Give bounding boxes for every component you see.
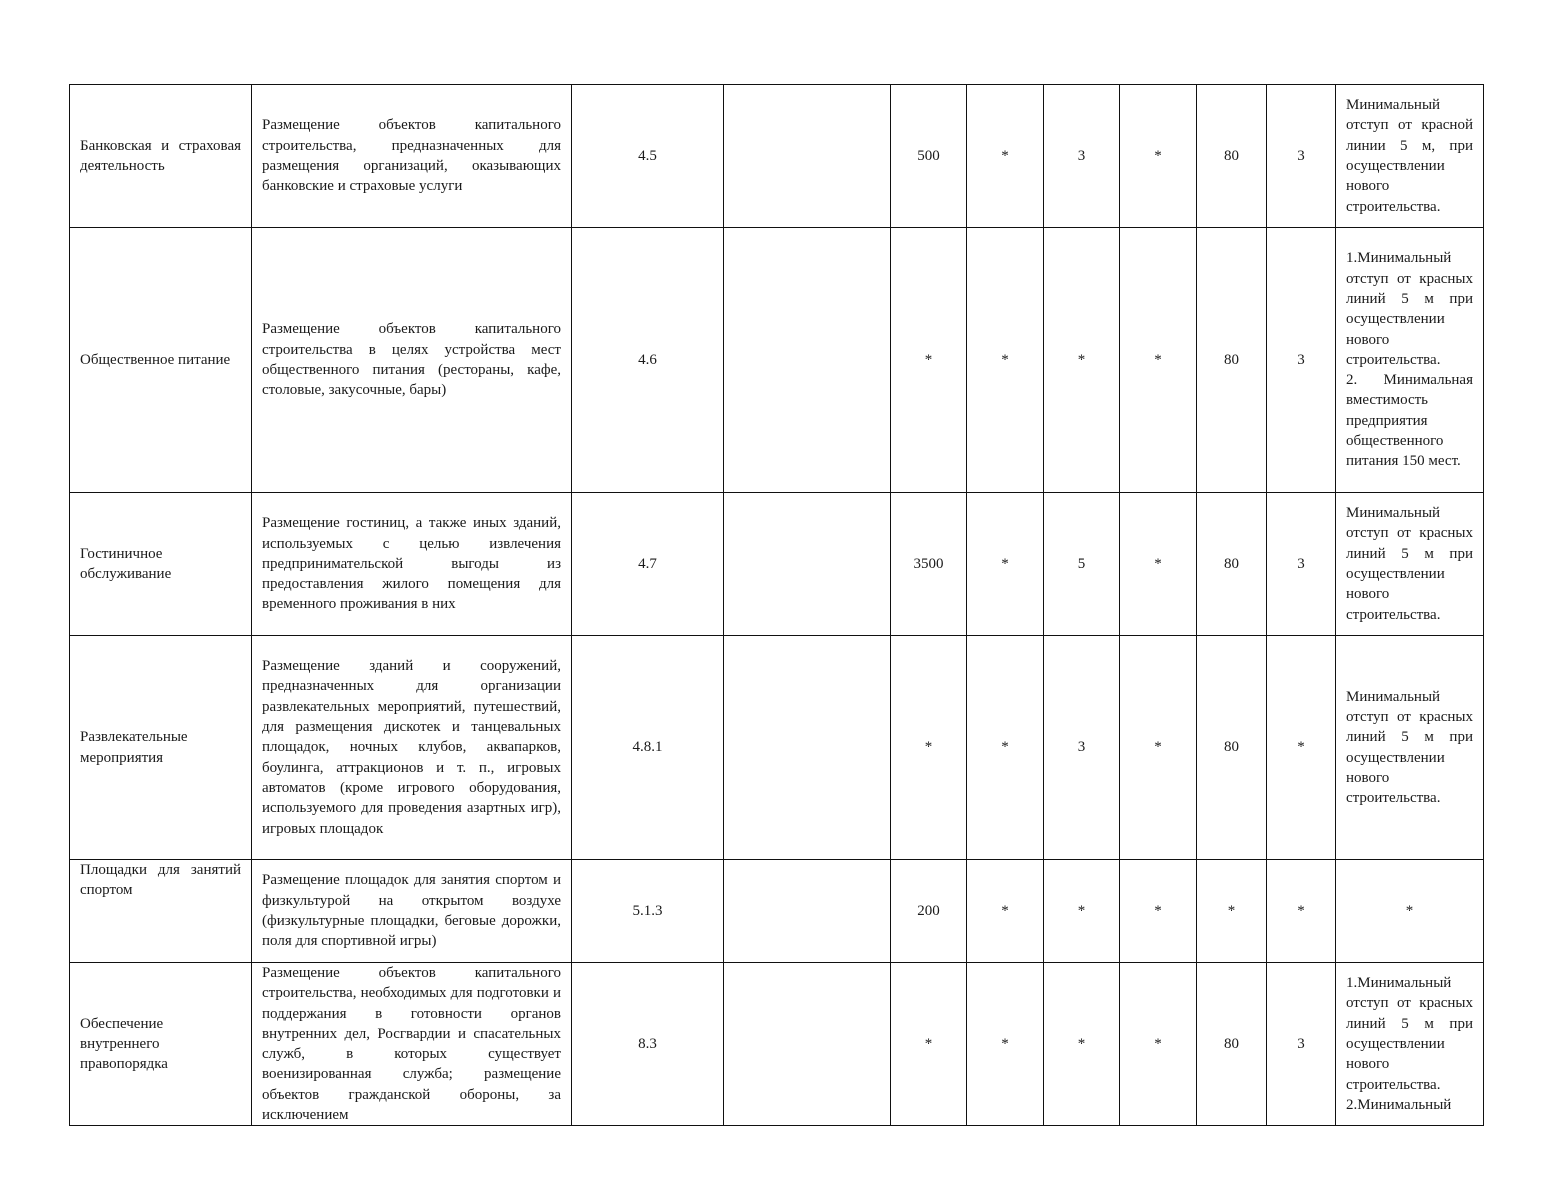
param-cell-8: * xyxy=(1120,493,1197,636)
param-cell-9: 80 xyxy=(1197,636,1267,860)
param-cell-5: * xyxy=(891,963,967,1126)
param-cell-7: 3 xyxy=(1044,636,1120,860)
empty-cell xyxy=(724,493,891,636)
param-cell-6: * xyxy=(967,85,1044,228)
use-type-code: 4.8.1 xyxy=(572,636,724,860)
table-row xyxy=(70,860,1484,963)
param-cell-10: * xyxy=(1267,636,1336,860)
param-cell-10: 3 xyxy=(1267,963,1336,1126)
use-type-description: Размещение зданий и сооружений, предназначенных для организации развлекательных мероприятий, путешествий, для размещения дискотек и танцевальных площадок, ночных клубов, аквапарков, боулинга, аттракционов и т. п., игровых автоматов (кроме игрового оборудования, используемого для проведения азартных игр), игровых площадок xyxy=(252,636,572,860)
param-cell-8: * xyxy=(1120,85,1197,228)
use-type-name: Банковская и страховая деятельность xyxy=(70,85,252,228)
empty-cell xyxy=(724,85,891,228)
empty-cell xyxy=(724,636,891,860)
use-type-name: Обеспечение внутреннего правопорядка xyxy=(70,963,252,1126)
note-cell: 1.Минимальный отступ от красных линий 5 м при осуществлении нового строительства. 2.Минимальный xyxy=(1336,963,1484,1126)
land-use-regulations-table xyxy=(69,84,1484,1126)
param-cell-10: 3 xyxy=(1267,85,1336,228)
use-type-name: Гостиничное обслуживание xyxy=(70,493,252,636)
empty-cell xyxy=(724,860,891,963)
note-cell: Минимальный отступ от красных линий 5 м при осуществлении нового строительства. xyxy=(1336,493,1484,636)
param-cell-8: * xyxy=(1120,963,1197,1126)
use-type-description: Размещение гостиниц, а также иных зданий, используемых с целью извлечения предпринимательской выгоды из предоставления жилого помещения для временного проживания в них xyxy=(252,493,572,636)
param-cell-7: * xyxy=(1044,228,1120,493)
param-cell-9: 80 xyxy=(1197,493,1267,636)
param-cell-5: 3500 xyxy=(891,493,967,636)
param-cell-9: 80 xyxy=(1197,963,1267,1126)
note-cell: Минимальный отступ от красных линий 5 м при осуществлении нового строительства. xyxy=(1336,636,1484,860)
param-cell-10: 3 xyxy=(1267,493,1336,636)
empty-cell xyxy=(724,963,891,1126)
empty-cell xyxy=(724,228,891,493)
param-cell-9: 80 xyxy=(1197,85,1267,228)
use-type-name: Общественное питание xyxy=(70,228,252,493)
param-cell-5: 500 xyxy=(891,85,967,228)
note-cell: * xyxy=(1336,860,1484,963)
use-type-code: 5.1.3 xyxy=(572,860,724,963)
param-cell-9: 80 xyxy=(1197,228,1267,493)
param-cell-6: * xyxy=(967,493,1044,636)
table-row xyxy=(70,85,1484,228)
param-cell-7: * xyxy=(1044,963,1120,1126)
table-row xyxy=(70,228,1484,493)
param-cell-6: * xyxy=(967,228,1044,493)
use-type-code: 4.6 xyxy=(572,228,724,493)
param-cell-8: * xyxy=(1120,228,1197,493)
use-type-description: Размещение объектов капитального строительства, предназначенных для размещения организаций, оказывающих банковские и страховые услуги xyxy=(252,85,572,228)
param-cell-9: * xyxy=(1197,860,1267,963)
use-type-code: 4.5 xyxy=(572,85,724,228)
table-row xyxy=(70,963,1484,1126)
use-type-description: Размещение площадок для занятия спортом и физкультурой на открытом воздухе (физкультурные площадки, беговые дорожки, поля для спортивной игры) xyxy=(252,860,572,963)
use-type-code: 4.7 xyxy=(572,493,724,636)
param-cell-7: 5 xyxy=(1044,493,1120,636)
use-type-code: 8.3 xyxy=(572,963,724,1126)
use-type-description: Размещение объектов капитального строительства, необходимых для подготовки и поддержания в готовности органов внутренних дел, Росгвардии и спасательных служб, в которых существует военизированная служба; размещение объектов гражданской обороны, за исключением xyxy=(252,963,572,1126)
use-type-name: Площадки для занятий спортом xyxy=(70,860,252,963)
param-cell-8: * xyxy=(1120,860,1197,963)
param-cell-5: * xyxy=(891,228,967,493)
param-cell-6: * xyxy=(967,860,1044,963)
param-cell-7: 3 xyxy=(1044,85,1120,228)
note-cell: 1.Минимальный отступ от красных линий 5 м при осуществлении нового строительства. 2. Минимальная вместимость предприятия общественного питания 150 мест. xyxy=(1336,228,1484,493)
param-cell-6: * xyxy=(967,636,1044,860)
param-cell-7: * xyxy=(1044,860,1120,963)
param-cell-10: * xyxy=(1267,860,1336,963)
use-type-name: Развлекательные мероприятия xyxy=(70,636,252,860)
table-row xyxy=(70,636,1484,860)
param-cell-10: 3 xyxy=(1267,228,1336,493)
param-cell-5: 200 xyxy=(891,860,967,963)
note-cell: Минимальный отступ от красной линии 5 м, при осуществлении нового строительства. xyxy=(1336,85,1484,228)
table-row xyxy=(70,493,1484,636)
use-type-description: Размещение объектов капитального строительства в целях устройства мест общественного питания (рестораны, кафе, столовые, закусочные, бары) xyxy=(252,228,572,493)
param-cell-8: * xyxy=(1120,636,1197,860)
param-cell-5: * xyxy=(891,636,967,860)
param-cell-6: * xyxy=(967,963,1044,1126)
